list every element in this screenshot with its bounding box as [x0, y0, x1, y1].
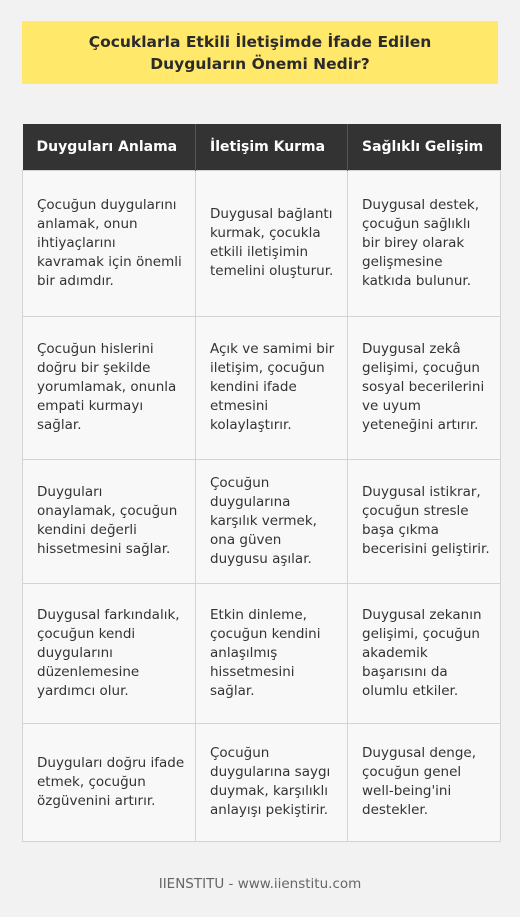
table-cell: Çocuğun duygularını anlamak, onun ihtiyaçlarını kavramak için önemli bir adımdır.: [23, 170, 196, 316]
table-cell: Açık ve samimi bir iletişim, çocuğun kendini ifade etmesini kolaylaştırır.: [196, 316, 348, 459]
comparison-table: [22, 124, 501, 842]
table-cell: Çocuğun duygularına saygı duymak, karşılıklı anlayışı pekiştirir.: [196, 723, 348, 841]
table-header-row: [23, 124, 501, 170]
table-cell: Duygusal zekanın gelişimi, çocuğun akademik başarısını da olumlu etkiler.: [348, 583, 501, 723]
table-cell: Duyguları onaylamak, çocuğun kendini değerli hissetmesini sağlar.: [23, 459, 196, 583]
page-title: [22, 21, 498, 84]
table-cell: Duygusal istikrar, çocuğun stresle başa çıkma becerisini geliştirir.: [348, 459, 501, 583]
column-header-iletisim-kurma: İletişim Kurma: [196, 124, 348, 170]
table-cell: Etkin dinleme, çocuğun kendini anlaşılmış hissetmesini sağlar.: [196, 583, 348, 723]
table-cell: Çocuğun hislerini doğru bir şekilde yorumlamak, onunla empati kurmayı sağlar.: [23, 316, 196, 459]
table-cell: Duygusal denge, çocuğun genel well-being'ini destekler.: [348, 723, 501, 841]
table-cell: Duygusal bağlantı kurmak, çocukla etkili iletişimin temelini oluşturur.: [196, 170, 348, 316]
table-cell: Duygusal zekâ gelişimi, çocuğun sosyal becerilerini ve uyum yeteneğini artırır.: [348, 316, 501, 459]
table-row: [23, 316, 501, 459]
table-cell: Duyguları doğru ifade etmek, çocuğun özgüvenini artırır.: [23, 723, 196, 841]
table-row: [23, 170, 501, 316]
column-header-saglikli-gelisim: Sağlıklı Gelişim: [348, 124, 501, 170]
table-cell: Duygusal destek, çocuğun sağlıklı bir birey olarak gelişmesine katkıda bulunur.: [348, 170, 501, 316]
table-row: [23, 723, 501, 841]
footer-credit: IIENSTITU - www.iienstitu.com: [158, 876, 362, 892]
table-row: [23, 459, 501, 583]
page-title-text: Çocuklarla Etkili İletişimde İfade Edilen Duyguların Önemi Nedir?: [88, 32, 432, 73]
table-cell: Duygusal farkındalık, çocuğun kendi duygularını düzenlemesine yardımcı olur.: [23, 583, 196, 723]
table-cell: Çocuğun duygularına karşılık vermek, ona güven duygusu aşılar.: [196, 459, 348, 583]
table-row: [23, 583, 501, 723]
column-header-duygulari-anlama: Duyguları Anlama: [23, 124, 196, 170]
